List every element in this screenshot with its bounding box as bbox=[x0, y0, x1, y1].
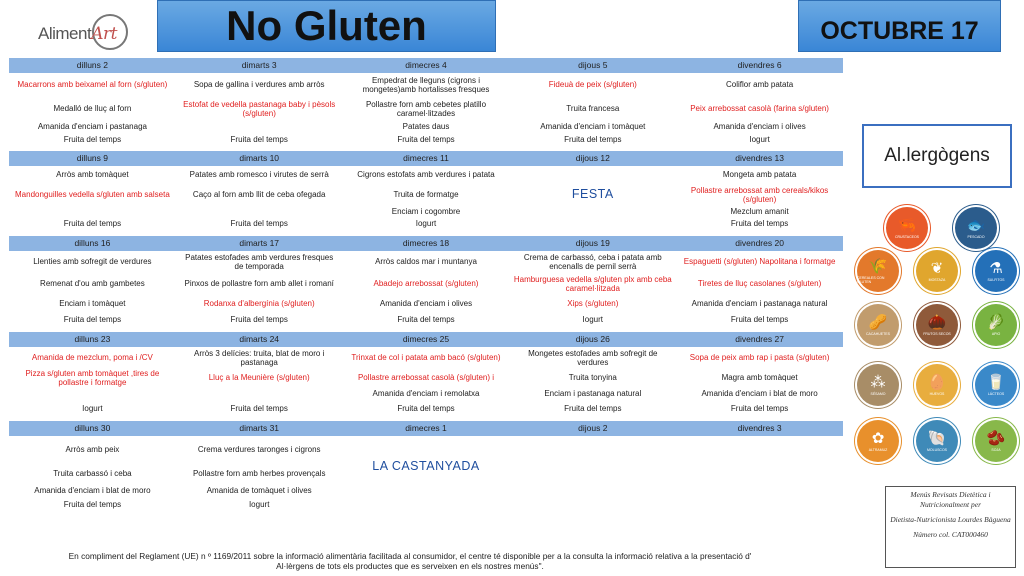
dish-cell: Fruita del temps bbox=[730, 403, 789, 413]
allergens-title: Al.lergògens bbox=[884, 145, 990, 166]
dish-cell bbox=[676, 498, 843, 512]
dish-cell bbox=[9, 207, 176, 217]
dish-cell: Fruita del temps bbox=[63, 219, 122, 229]
dish-cell: Arròs amb tomàquet bbox=[56, 169, 129, 179]
dish-cell: Mezclum amanit bbox=[730, 207, 789, 217]
week-header-row bbox=[9, 332, 843, 347]
dish-cell: Espaguetti (s/gluten) Napolitana i formatge bbox=[683, 257, 836, 267]
dish-cell bbox=[509, 207, 676, 217]
dish-cell: Enciam i cogombre bbox=[391, 207, 461, 217]
day-header: dilluns 16 bbox=[74, 238, 111, 248]
allergen-glyph: ✿ bbox=[871, 429, 885, 447]
dish-cell: Fruita del temps bbox=[63, 315, 122, 325]
holiday-label: FESTA bbox=[571, 187, 614, 201]
day-header: dilluns 30 bbox=[74, 423, 111, 433]
allergen-label: HUEVOS bbox=[929, 391, 945, 396]
dish-row bbox=[9, 217, 843, 231]
dish-row bbox=[9, 73, 843, 97]
dish-cell: Arròs 3 delícies: truita, blat de moro i pastanaga bbox=[194, 348, 325, 367]
dish-cell: Iogurt bbox=[582, 315, 604, 325]
dish-cell: Fruita del temps bbox=[564, 134, 622, 144]
dish-cell: Crema verdures taronges i cigrons bbox=[197, 444, 321, 454]
dish-cell: Mandonguilles vedella s/gluten amb salseta bbox=[15, 190, 170, 200]
dish-cell bbox=[343, 484, 510, 498]
dish-cell: Iogurt bbox=[415, 219, 437, 229]
dish-row bbox=[9, 313, 843, 327]
dish-row bbox=[9, 387, 843, 401]
dish-cell: Truita carbassó i ceba bbox=[53, 468, 132, 478]
dish-cell: Amanida d'enciam i blat de moro bbox=[34, 486, 151, 496]
dish-row bbox=[9, 484, 843, 498]
dish-cell: Fruita del temps bbox=[230, 134, 288, 144]
menu-table bbox=[9, 58, 843, 512]
dish-row bbox=[9, 183, 843, 207]
dish-cell: Amanida de mezclum, poma i /CV bbox=[31, 353, 153, 363]
dish-cell: Fruita del temps bbox=[230, 315, 288, 325]
dish-cell: Empedrat de lleguns (cigrons i mongetes)amb hortalisses fresques bbox=[362, 75, 490, 94]
title-banner bbox=[157, 0, 496, 52]
week-block bbox=[9, 421, 843, 512]
logo-text-art: Art bbox=[91, 24, 117, 44]
signature-line-1: Menús Revisats Dietètica i Nutricionalment per bbox=[910, 490, 991, 509]
dish-cell: Fruita del temps bbox=[397, 315, 455, 325]
day-header: dimecres 4 bbox=[405, 60, 447, 70]
dish-cell: Amanida d'enciam i olives bbox=[713, 122, 806, 132]
dish-cell: Hamburguesa vedella s/gluten plx amb ceba caramel·litzada bbox=[513, 274, 672, 293]
dish-cell bbox=[676, 484, 843, 498]
allergen-label: MOLUSCOS bbox=[926, 447, 948, 452]
allergen-glyph: 🥬 bbox=[986, 313, 1006, 331]
allergen-label: SOJA bbox=[991, 447, 1001, 452]
dish-row bbox=[9, 498, 843, 512]
dish-cell: Pollastre forn amb herbes provençals bbox=[192, 468, 326, 478]
day-header: divendres 3 bbox=[737, 423, 782, 433]
dish-cell: Amanida d'enciam i remolatxa bbox=[372, 389, 480, 399]
dish-cell bbox=[343, 498, 510, 512]
dish-cell: Amanida d'enciam i olives bbox=[379, 299, 473, 309]
allergen-glyph: 🐚 bbox=[927, 429, 947, 447]
day-header: dimarts 17 bbox=[239, 238, 280, 248]
dish-cell: Truita francesa bbox=[566, 104, 620, 114]
allergens-title-box bbox=[862, 124, 1012, 188]
dish-cell: Patates amb romesco i virutes de serrà bbox=[189, 169, 329, 179]
dish-cell: Fruita del temps bbox=[63, 134, 122, 144]
day-header: divendres 27 bbox=[735, 334, 784, 344]
dish-cell: Fruita del temps bbox=[63, 500, 122, 510]
day-header: divendres 20 bbox=[735, 238, 784, 248]
dish-cell: Estofat de vedella pastanaga baby i pèsols (s/gluten) bbox=[183, 99, 336, 118]
dish-cell bbox=[176, 121, 343, 133]
dish-cell bbox=[676, 463, 843, 484]
allergen-label: MOSTAZA bbox=[928, 277, 946, 282]
allergen-glyph: 🌰 bbox=[927, 313, 947, 331]
week-header-row bbox=[9, 421, 843, 436]
allergen-glyph: 🐟 bbox=[966, 216, 986, 234]
dish-cell: Coliflor amb patata bbox=[726, 80, 794, 90]
week-block bbox=[9, 58, 843, 146]
dish-cell bbox=[176, 387, 343, 401]
dish-row bbox=[9, 97, 843, 121]
allergen-label: SÉSAMO bbox=[870, 391, 886, 396]
allergen-glyph: 🌾 bbox=[868, 257, 888, 275]
signature-line-2: Dietista-Nutricionista Lourdes Bàguena bbox=[890, 515, 1011, 524]
dish-cell: Fruita del temps bbox=[730, 315, 789, 325]
dish-cell: Pollastre arrebossat amb cereals/kikos (s/gluten) bbox=[690, 185, 829, 204]
dish-cell bbox=[509, 498, 676, 512]
dish-cell bbox=[176, 207, 343, 217]
allergen-label: CACAHUETES bbox=[866, 331, 890, 336]
day-header: divendres 6 bbox=[737, 60, 782, 70]
sesame-icon bbox=[857, 364, 899, 406]
dish-row bbox=[9, 295, 843, 313]
day-header: divendres 13 bbox=[735, 153, 784, 163]
shrimp-icon bbox=[886, 207, 928, 249]
dish-cell: Sopa de gallina i verdures amb arròs bbox=[193, 80, 325, 90]
day-header: dimarts 3 bbox=[241, 60, 277, 70]
dish-cell: Macarrons amb beixamel al forn (s/gluten) bbox=[17, 80, 168, 90]
day-header: dijous 5 bbox=[578, 60, 608, 70]
allergen-glyph: ⁂ bbox=[870, 373, 886, 391]
dish-cell: Pinxos de pollastre forn amb allet i romaní bbox=[184, 279, 334, 289]
week-header-row bbox=[9, 151, 843, 166]
allergen-label: FRUTOS SECOS bbox=[923, 331, 951, 336]
dish-cell: Enciam i tomàquet bbox=[59, 299, 126, 309]
dish-cell: Caço al forn amb llit de ceba ofegada bbox=[192, 190, 326, 200]
wheat-icon bbox=[857, 250, 899, 292]
dish-cell: Tiretes de lluç casolanes (s/gluten) bbox=[697, 279, 822, 289]
dish-cell: Pollastre forn amb cebetes platillo caramel·litzades bbox=[365, 99, 487, 118]
dish-cell: Amanida d'enciam i blat de moro bbox=[701, 389, 818, 399]
week-block bbox=[9, 151, 843, 231]
mollusc-icon bbox=[916, 420, 958, 462]
dish-cell: Cigrons estofats amb verdures i patata bbox=[357, 169, 495, 179]
dish-cell: Truita tonyina bbox=[568, 373, 617, 383]
dish-cell: Trinxat de col i patata amb bacó (s/gluten) bbox=[351, 353, 501, 363]
dish-row bbox=[9, 121, 843, 133]
allergen-label: SULFITOS bbox=[987, 277, 1005, 282]
dish-cell bbox=[509, 484, 676, 498]
dish-cell: Fruita del temps bbox=[397, 403, 455, 413]
dish-row bbox=[9, 207, 843, 217]
egg-icon bbox=[916, 364, 958, 406]
page-title: No Gluten bbox=[226, 2, 427, 49]
day-header: dimecres 1 bbox=[405, 423, 447, 433]
allergen-glyph: ❦ bbox=[930, 259, 944, 277]
allergen-glyph: 🥜 bbox=[868, 313, 888, 331]
dish-cell: Amanida d'enciam i pastanaga bbox=[37, 122, 147, 132]
logo-text-main: Aliment bbox=[38, 24, 92, 43]
allergen-glyph: 🥛 bbox=[986, 373, 1006, 391]
soy-icon bbox=[975, 420, 1017, 462]
dish-cell: Medalló de lluç al forn bbox=[53, 104, 132, 114]
week-header-row bbox=[9, 58, 843, 73]
dish-cell: Crema de carbassó, ceba i patata amb encenalls de pernil serrà bbox=[523, 252, 662, 271]
allergen-glyph: 🫘 bbox=[986, 429, 1006, 447]
dish-cell: Iogurt bbox=[82, 403, 103, 413]
allergen-label: LÁCTEOS bbox=[987, 391, 1005, 396]
dish-cell: Abadejo arrebossat (s/gluten) bbox=[373, 279, 479, 289]
dish-cell: Amanida d'enciam i tomàquet bbox=[540, 122, 646, 132]
dish-row bbox=[9, 369, 843, 387]
allergen-label: CEREALES CON GLUTEN bbox=[857, 275, 885, 284]
dish-cell: Amanida d'enciam i pastanaga natural bbox=[691, 299, 828, 309]
dish-cell: Iogurt bbox=[749, 134, 770, 144]
allergen-label: CRUSTACEOS bbox=[894, 234, 920, 239]
dish-row bbox=[9, 251, 843, 273]
dish-cell: Mongetes estofades amb sofregit de verdures bbox=[528, 348, 658, 367]
dish-cell: Iogurt bbox=[248, 500, 270, 510]
sulphites-icon bbox=[975, 250, 1017, 292]
dish-row bbox=[9, 166, 843, 183]
dish-cell: Arròs amb peix bbox=[65, 444, 120, 454]
allergen-label: ALTRAMUZ bbox=[868, 447, 888, 452]
dish-cell: Fruita del temps bbox=[730, 219, 789, 229]
day-header: dijous 26 bbox=[575, 334, 610, 344]
day-header: dilluns 2 bbox=[76, 60, 108, 70]
dish-cell: Rodanxa d'albergínia (s/gluten) bbox=[203, 299, 315, 309]
dish-cell bbox=[509, 166, 676, 183]
fish-icon bbox=[955, 207, 997, 249]
allergen-glyph: 🥚 bbox=[927, 373, 947, 391]
day-header: dilluns 9 bbox=[76, 153, 108, 163]
day-header: dijous 12 bbox=[575, 153, 610, 163]
milk-icon bbox=[975, 364, 1017, 406]
celery-icon bbox=[975, 304, 1017, 346]
day-header: dimarts 31 bbox=[239, 423, 280, 433]
day-header: dimecres 25 bbox=[402, 334, 450, 344]
day-header: dimecres 11 bbox=[403, 153, 449, 163]
dish-cell bbox=[509, 463, 676, 484]
dish-cell: Fruita del temps bbox=[230, 403, 288, 413]
dish-cell: Enciam i pastanaga natural bbox=[544, 389, 642, 399]
day-header: dilluns 23 bbox=[74, 334, 111, 344]
dish-cell: Pollastre arrebossat casolà (s/gluten) i bbox=[357, 373, 495, 383]
dish-row bbox=[9, 273, 843, 295]
dish-row bbox=[9, 133, 843, 146]
allergen-regulation-note: En compliment del Reglament (UE) n º 1169/2011 sobre la informació alimentària facilitada al consumidor, el centre té disponible per a la consulta la informació relativa a la presentació d' Al·lèrgens de tots els productes que es serveixen en els nostres menús". bbox=[68, 551, 752, 571]
dish-cell: Arròs caldos mar i muntanya bbox=[375, 257, 477, 267]
week-block bbox=[9, 332, 843, 416]
dish-cell: Pizza s/gluten amb tomàquet ,tires de pollastre i formatge bbox=[25, 368, 160, 387]
signature-line-3: Número col. CAT000460 bbox=[913, 530, 988, 539]
dish-cell: Peix arrebossat casolà (farina s/gluten) bbox=[690, 104, 829, 114]
day-header: dijous 2 bbox=[578, 423, 608, 433]
week-header-row bbox=[9, 236, 843, 251]
nuts-icon bbox=[916, 304, 958, 346]
dish-cell: Patates estofades amb verdures fresques de temporada bbox=[185, 252, 334, 271]
dish-cell: Fruita del temps bbox=[564, 403, 622, 413]
dish-cell: Mongeta amb patata bbox=[722, 169, 797, 179]
allergen-label: PESCADO bbox=[967, 234, 985, 239]
dish-cell: Truita de formatge bbox=[393, 190, 459, 200]
dish-cell: Patates daus bbox=[402, 122, 450, 132]
dish-cell: Amanida de tomàquet i olives bbox=[206, 486, 312, 496]
lupin-icon bbox=[857, 420, 899, 462]
allergen-label: APIO bbox=[991, 331, 1001, 336]
day-header: dimarts 10 bbox=[239, 153, 280, 163]
month-banner bbox=[798, 0, 1001, 52]
dish-cell: Lluç a la Meunière (s/gluten) bbox=[208, 373, 310, 383]
dish-row bbox=[9, 347, 843, 369]
dish-cell bbox=[509, 436, 676, 463]
dish-row bbox=[9, 401, 843, 416]
signature-box bbox=[885, 486, 1016, 568]
dish-cell bbox=[676, 436, 843, 463]
dish-cell: Remenat d'ou amb gambetes bbox=[40, 279, 145, 289]
dish-cell: Fideuà de peix (s/gluten) bbox=[548, 80, 637, 90]
dish-cell: Magra amb tomàquet bbox=[721, 373, 798, 383]
dish-cell: Xips (s/gluten) bbox=[567, 299, 619, 309]
dish-cell bbox=[509, 217, 676, 231]
dish-cell: Llenties amb sofregit de verdures bbox=[33, 257, 152, 267]
mustard-icon bbox=[916, 250, 958, 292]
dish-cell: Fruita del temps bbox=[230, 219, 288, 229]
dish-cell: Fruita del temps bbox=[397, 134, 455, 144]
dish-cell bbox=[9, 387, 176, 401]
day-header: dijous 19 bbox=[575, 238, 610, 248]
day-header: dimarts 24 bbox=[239, 334, 280, 344]
month-label: OCTUBRE 17 bbox=[820, 17, 979, 45]
peanut-icon bbox=[857, 304, 899, 346]
allergen-glyph: 🦐 bbox=[897, 216, 917, 234]
holiday-label: LA CASTANYADA bbox=[372, 459, 480, 473]
dish-cell: Sopa de peix amb rap i pasta (s/gluten) bbox=[689, 353, 830, 363]
day-header: dimecres 18 bbox=[402, 238, 450, 248]
aliment-art-logo bbox=[34, 10, 134, 52]
week-block bbox=[9, 236, 843, 327]
allergen-glyph: ⚗ bbox=[989, 259, 1003, 277]
